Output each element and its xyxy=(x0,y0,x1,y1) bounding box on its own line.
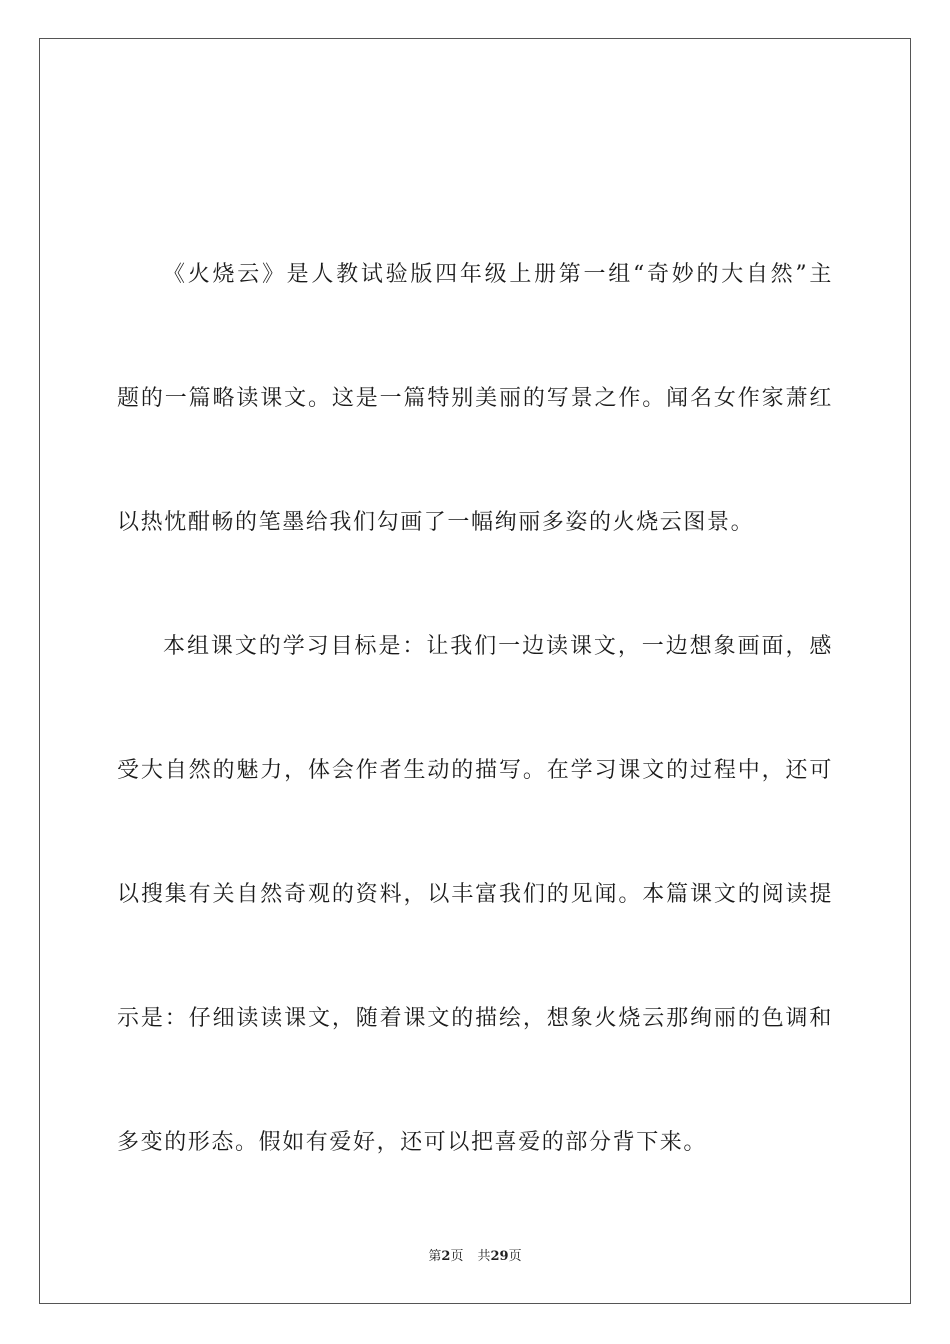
page-prefix: 第 xyxy=(428,1249,442,1264)
paragraph-2-line-5: 多变的形态。假如有爱好，还可以把喜爱的部分背下来。 xyxy=(117,1130,708,1155)
paragraph-1-line-2: 题的一篇略读课文。这是一篇特别美丽的写景之作。闻名女作家萧红 xyxy=(117,386,833,411)
page-footer xyxy=(0,1248,950,1266)
paragraph-2-line-1: 本组课文的学习目标是：让我们一边读课文，一边想象画面，感 xyxy=(163,634,833,659)
page-number: 2 xyxy=(441,1249,451,1264)
paragraph-1-line-1: 《火烧云》是人教试验版四年级上册第一组“奇妙的大自然”主 xyxy=(163,262,833,287)
paragraph-1-line-3: 以热忱酣畅的笔墨给我们勾画了一幅绚丽多姿的火烧云图景。 xyxy=(117,510,755,535)
total-prefix: 共 xyxy=(477,1249,491,1264)
page-suffix: 页 xyxy=(450,1249,464,1264)
paragraph-2-line-3: 以搜集有关自然奇观的资料，以丰富我们的见闻。本篇课文的阅读提 xyxy=(117,882,833,907)
page-border xyxy=(39,38,911,1304)
total-suffix: 页 xyxy=(508,1249,522,1264)
paragraph-2-line-4: 示是：仔细读读课文，随着课文的描绘，想象火烧云那绚丽的色调和 xyxy=(117,1006,833,1031)
paragraph-2-line-2: 受大自然的魅力，体会作者生动的描写。在学习课文的过程中，还可 xyxy=(117,758,833,783)
total-pages: 29 xyxy=(490,1249,509,1264)
